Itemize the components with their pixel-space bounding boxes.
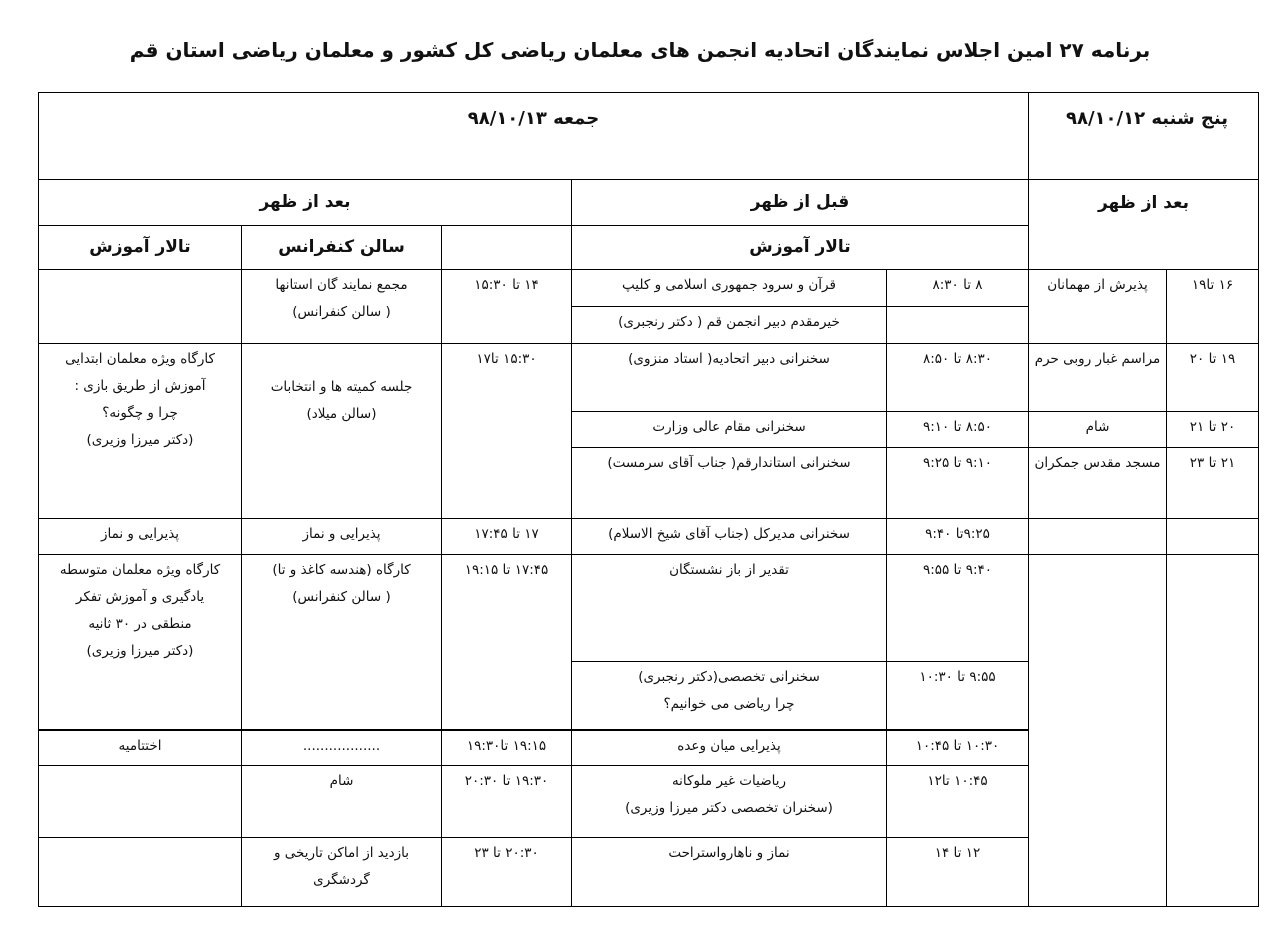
morning-event: پذیرایی میان وعده	[572, 730, 887, 766]
afternoon-time: ۱۴ تا ۱۵:۳۰	[442, 269, 572, 343]
morning-event: سخنرانی دبیر اتحادیه( استاد منزوی)	[572, 343, 887, 411]
afternoon-edu-event: کارگاه ویژه معلمان ابتدایی آموزش از طریق بازی : چرا و چگونه؟ (دکتر میرزا وزیری)	[39, 343, 242, 518]
morning-event: ریاضیات غیر ملوکانه (سخنران تخصصی دکتر میرزا وزیری)	[572, 766, 887, 837]
afternoon-time: ۱۷ تا ۱۷:۴۵	[442, 518, 572, 554]
education-hall-header: تالار آموزش	[39, 226, 242, 269]
morning-time: ۱۰:۳۰ تا ۱۰:۴۵	[887, 730, 1029, 766]
afternoon-conf-event: پذیرایی و نماز	[242, 518, 442, 554]
morning-event: سخنرانی تخصصی(دکتر رنجبری) چرا ریاضی می خوانیم؟	[572, 662, 887, 730]
thursday-header: پنج شنبه ۹۸/۱۰/۱۲	[1029, 93, 1259, 180]
morning-event: نماز و ناهاروا‌ستراحت	[572, 837, 887, 906]
thursday-event: شام	[1029, 412, 1167, 448]
afternoon-edu-event: کارگاه ویژه معلمان متوسطه یادگیری و آموزش تفکر منطقی در ۳۰ ثانیه (دکتر میرزا وزیری)	[39, 554, 242, 730]
morning-time: ۹:۴۰ تا ۹:۵۵	[887, 554, 1029, 661]
afternoon-time: ۱۵:۳۰ تا۱۷	[442, 343, 572, 518]
afternoon-conf-event: ..................	[242, 730, 442, 766]
afternoon-time: ۲۰:۳۰ تا ۲۳	[442, 837, 572, 906]
friday-morning-header: قبل از ظهر	[572, 180, 1029, 226]
afternoon-conf-event: کارگاه (هندسه کاغذ و تا) ( سالن کنفرانس)	[242, 554, 442, 730]
thursday-time	[1167, 554, 1259, 906]
morning-event: قرآن و سرود جمهوری اسلامی و کلیپ	[572, 269, 887, 306]
morning-event: سخنرانی مدیرکل (جناب آقای شیخ الاسلام)	[572, 518, 887, 554]
thursday-event	[1029, 518, 1167, 554]
afternoon-edu-event	[39, 766, 242, 837]
schedule-table	[38, 92, 1259, 907]
afternoon-edu-event: اختتامیه	[39, 730, 242, 766]
morning-time: ۱۰:۴۵ تا۱۲	[887, 766, 1029, 837]
thursday-time: ۲۰ تا ۲۱	[1167, 412, 1259, 448]
afternoon-time: ۱۹:۱۵ تا۱۹:۳۰	[442, 730, 572, 766]
afternoon-conf-event: شام	[242, 766, 442, 837]
morning-event: خیرمقدم دبیر انجمن قم ( دکتر رنجبری)	[572, 306, 887, 343]
friday-header: جمعه ۹۸/۱۰/۱۳	[39, 93, 1029, 180]
thursday-time: ۱۹ تا ۲۰	[1167, 343, 1259, 411]
thursday-time: ۲۱ تا ۲۳	[1167, 448, 1259, 518]
morning-time: ۸:۳۰ تا ۸:۵۰	[887, 343, 1029, 411]
afternoon-conf-event: جلسه کمیته ها و انتخابات (سالن میلاد)	[242, 343, 442, 518]
afternoon-conf-event: بازدید از اماکن تاریخی و گردشگری	[242, 837, 442, 906]
morning-time: ۸:۵۰ تا ۹:۱۰	[887, 412, 1029, 448]
conference-hall-header: سالن کنفرانس	[242, 226, 442, 269]
morning-time: ۹:۲۵تا ۹:۴۰	[887, 518, 1029, 554]
thursday-time	[1167, 518, 1259, 554]
morning-time: ۱۲ تا ۱۴	[887, 837, 1029, 906]
afternoon-conf-event: مجمع نمایند گان استانها ( سالن کنفرانس)	[242, 269, 442, 343]
afternoon-time: ۱۹:۳۰ تا ۲۰:۳۰	[442, 766, 572, 837]
friday-afternoon-header: بعد از ظهر	[39, 180, 572, 226]
afternoon-edu-event	[39, 269, 242, 343]
thursday-event	[1029, 554, 1167, 906]
morning-event: سخنرانی مقام عالی وزارت	[572, 412, 887, 448]
morning-time: ۸ تا ۸:۳۰	[887, 269, 1029, 306]
morning-time: ۹:۱۰ تا ۹:۲۵	[887, 448, 1029, 518]
thursday-event: مسجد مقدس جمکران	[1029, 448, 1167, 518]
thursday-event: مراسم غبار روبی حرم	[1029, 343, 1167, 411]
page-title: برنامه ۲۷ امین اجلاس نمایندگان اتحادیه انجمن های معلمان ریاضی کل کشور و معلمان ریاضی استان قم	[129, 38, 1151, 62]
afternoon-edu-event: پذیرایی و نماز	[39, 518, 242, 554]
morning-event: سخنرانی استاندارقم( جناب آقای سرمست)	[572, 448, 887, 518]
morning-hall-header: تالار آموزش	[572, 226, 1029, 269]
morning-event: تقدیر از باز نشستگان	[572, 554, 887, 661]
morning-time: ۹:۵۵ تا ۱۰:۳۰	[887, 662, 1029, 730]
morning-time	[887, 306, 1029, 343]
thursday-time: ۱۶ تا۱۹	[1167, 269, 1259, 343]
thursday-afternoon-header: بعد از ظهر	[1029, 180, 1259, 269]
thursday-event: پذیرش از مهمانان	[1029, 269, 1167, 343]
afternoon-time-header	[442, 226, 572, 269]
afternoon-edu-event	[39, 837, 242, 906]
afternoon-time: ۱۷:۴۵ تا ۱۹:۱۵	[442, 554, 572, 730]
